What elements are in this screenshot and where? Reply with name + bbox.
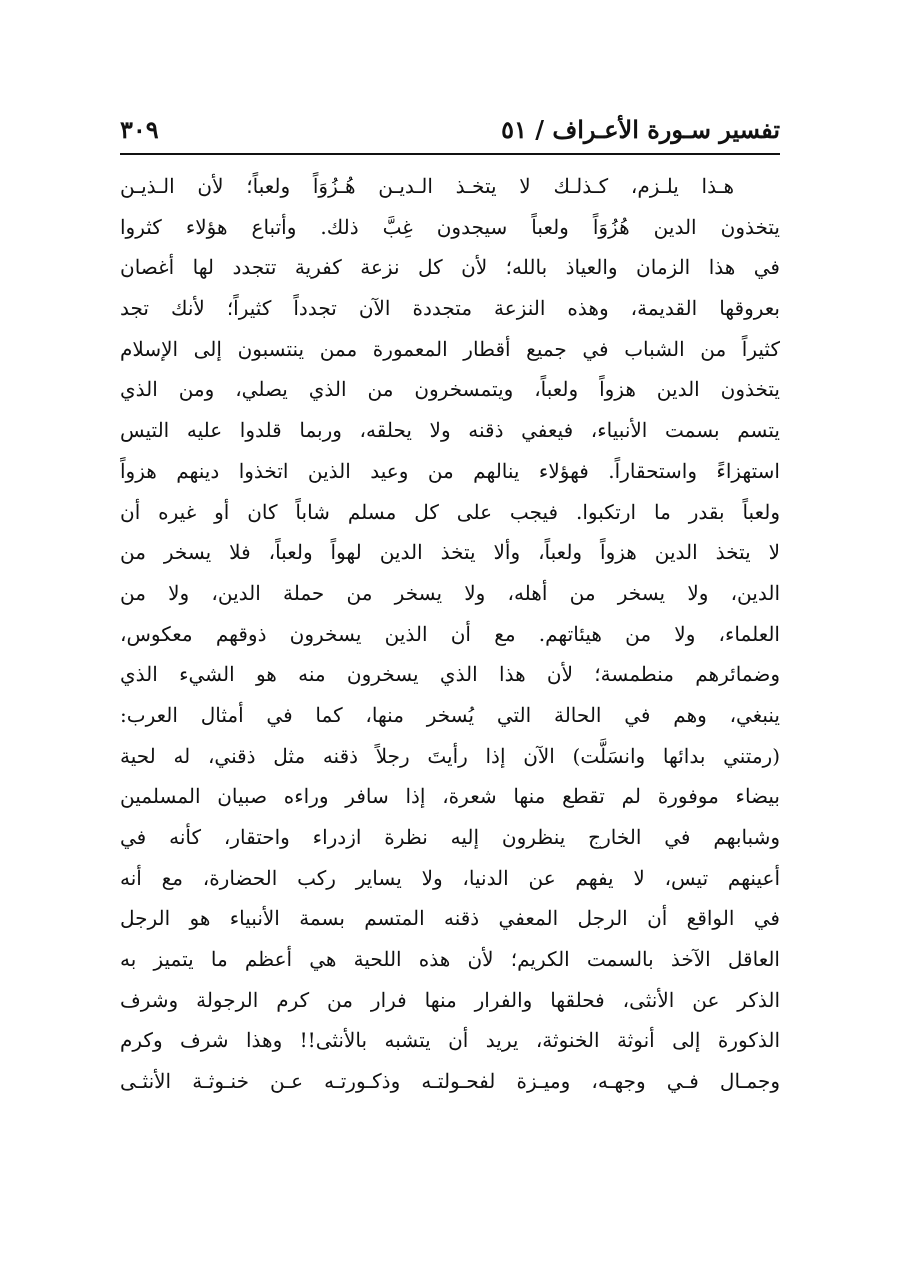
text-line: يتخذون الدين هزواً ولعباً، ويتمسخرون من الذي يصلي، ومن الذي xyxy=(120,377,780,402)
text-line: العاقل الآخذ بالسمت الكريم؛ لأن هذه اللحية هي أعظم ما يتميز به xyxy=(120,947,780,972)
text-line: يتسم بسمت الأنبياء، فيعفي ذقنه ولا يحلقه، وربما قلدوا عليه التيس xyxy=(120,418,780,443)
body-text xyxy=(120,166,780,1102)
text-line: يتخذون الدين هُزُوَاً ولعباً سيجدون غِبَّ ذلك. وأتباع هؤلاء كثروا xyxy=(120,214,780,239)
header-title: تفسير سـورة الأعـراف / ٥١ xyxy=(501,115,780,144)
text-line: وضمائرهم منطمسة؛ لأن هذا الذي يسخرون منه هو الشيء الذي xyxy=(120,662,780,687)
text-line: أعينهم تيس، لا يفهم عن الدنيا، ولا يساير ركب الحضارة، مع أنه xyxy=(120,865,780,890)
text-line: هـذا يلـزم، كـذلـك لا يتخـذ الـديـن هُـزُوَاً ولعباً؛ لأن الـذيـن xyxy=(120,174,734,198)
text-line: في الواقع أن الرجل المعفي ذقنه المتسم بسمة الأنبياء هو الرجل xyxy=(120,906,780,931)
text-line: الذكر عن الأنثى، فحلقها والفرار منها فرار من كرم الرجولة وشرف xyxy=(120,987,780,1012)
text-line: ولعباً بقدر ما ارتكبوا. فيجب على كل مسلم شاباً كان أو غيره أن xyxy=(120,499,780,524)
text-line: وشبابهم في الخارج ينظرون إليه نظرة ازدراء واحتقار، كأنه في xyxy=(120,825,780,849)
text-line: كثيراً من الشباب في جميع أقطار المعمورة ممن ينتسبون إلى الإسلام xyxy=(120,336,780,361)
text-line: (رمتني بدائها وانسَلَّت) الآن إذا رأيتَ رجلاً ذقنه مثل ذقني، له لحية xyxy=(120,743,780,768)
text-line: لا يتخذ الدين هزواً ولعباً، وألا يتخذ الدين لهواً ولعباً، فلا يسخر من xyxy=(120,540,780,565)
text-line: الذكورة إلى أنوثة الخنوثة، يريد أن يتشبه بالأنثى!! وهذا شرف وكرم xyxy=(120,1028,780,1053)
text-line: في هذا الزمان والعياذ بالله؛ لأن كل نزعة كفرية تتجدد لها أغصان xyxy=(120,255,780,280)
text-line: الدين، ولا يسخر من أهله، ولا يسخر من حملة الدين، ولا من xyxy=(120,580,780,605)
running-header xyxy=(120,112,780,148)
text-line: بيضاء موفورة لم تقطع منها شعرة، إذا سافر وراءه صبيان المسلمين xyxy=(120,784,780,809)
text-line: العلماء، ولا من هيئاتهم. مع أن الذين يسخرون ذوقهم معكوس، xyxy=(120,621,780,646)
text-line: بعروقها القديمة، وهذه النزعة متجددة الآن تجدداً كثيراً؛ لأنك تجد xyxy=(120,296,780,321)
page-number: ٣٠٩ xyxy=(120,115,159,144)
text-line: ينبغي، وهم في الحالة التي يُسخر منها، كما في أمثال العرب: xyxy=(120,702,780,727)
text-line: استهزاءً واستحقاراً. فهؤلاء ينالهم من وعيد الذين اتخذوا دينهم هزواً xyxy=(120,458,780,483)
header-divider xyxy=(120,153,780,155)
text-line: وجمـال فـي وجهـه، وميـزة لفحـولتـه وذكـورتـه عـن خنـوثـة الأنثـى xyxy=(120,1069,780,1094)
